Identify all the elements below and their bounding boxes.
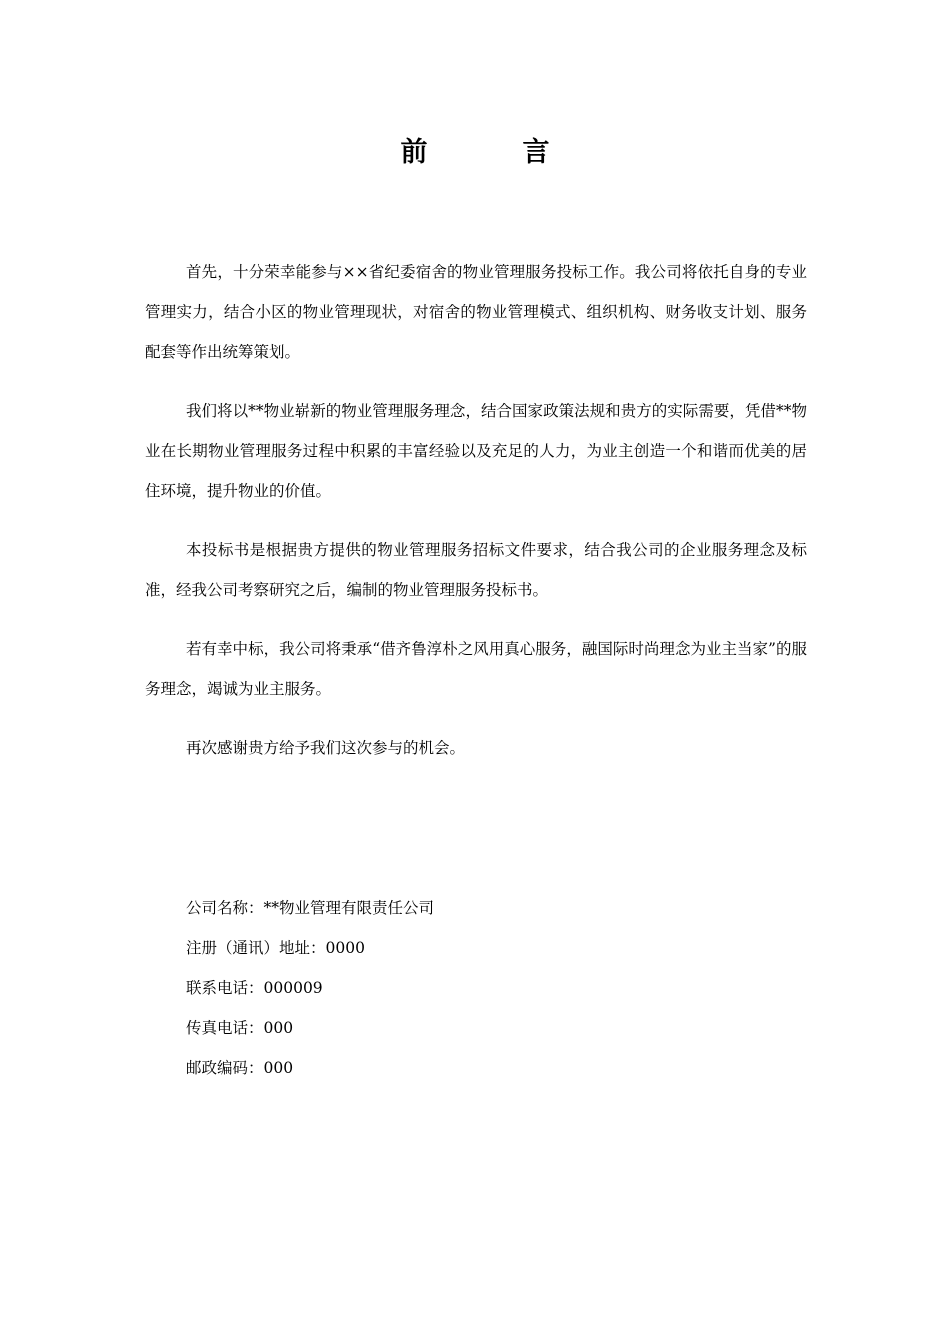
- company-phone: 联系电话：000009: [186, 979, 323, 997]
- preface-body: [145, 252, 807, 787]
- paragraph-commitment: 若有幸中标，我公司将秉承“借齐鲁淳朴之风用真心服务，融国际时尚理念为业主当家”的服务理念，竭诚为业主服务。: [145, 640, 807, 698]
- company-name: 公司名称：**物业管理有限责任公司: [186, 899, 435, 917]
- page-title: 前 言: [400, 137, 584, 168]
- paragraph-bid-document: 本投标书是根据贵方提供的物业管理服务招标文件要求，结合我公司的企业服务理念及标准，经我公司考察研究之后，编制的物业管理服务投标书。: [145, 541, 807, 599]
- company-postcode: 邮政编码：000: [186, 1059, 294, 1077]
- company-address: 注册（通讯）地址：0000: [186, 939, 365, 957]
- company-fax: 传真电话：000: [186, 1019, 294, 1037]
- paragraph-service-philosophy: 我们将以**物业崭新的物业管理服务理念，结合国家政策法规和贵方的实际需要，凭借**物业在长期物业管理服务过程中积累的丰富经验以及充足的人力，为业主创造一个和谐而优美的居住环境，提升物业的价值。: [145, 402, 807, 500]
- paragraph-thanks: 再次感谢贵方给予我们这次参与的机会。: [186, 739, 466, 757]
- paragraph-intro: 首先，十分荣幸能参与××省纪委宿舍的物业管理服务投标工作。我公司将依托自身的专业管理实力，结合小区的物业管理现状，对宿舍的物业管理模式、组织机构、财务收支计划、服务配套等作出统筹策划。: [145, 263, 807, 361]
- company-info: [186, 888, 786, 1088]
